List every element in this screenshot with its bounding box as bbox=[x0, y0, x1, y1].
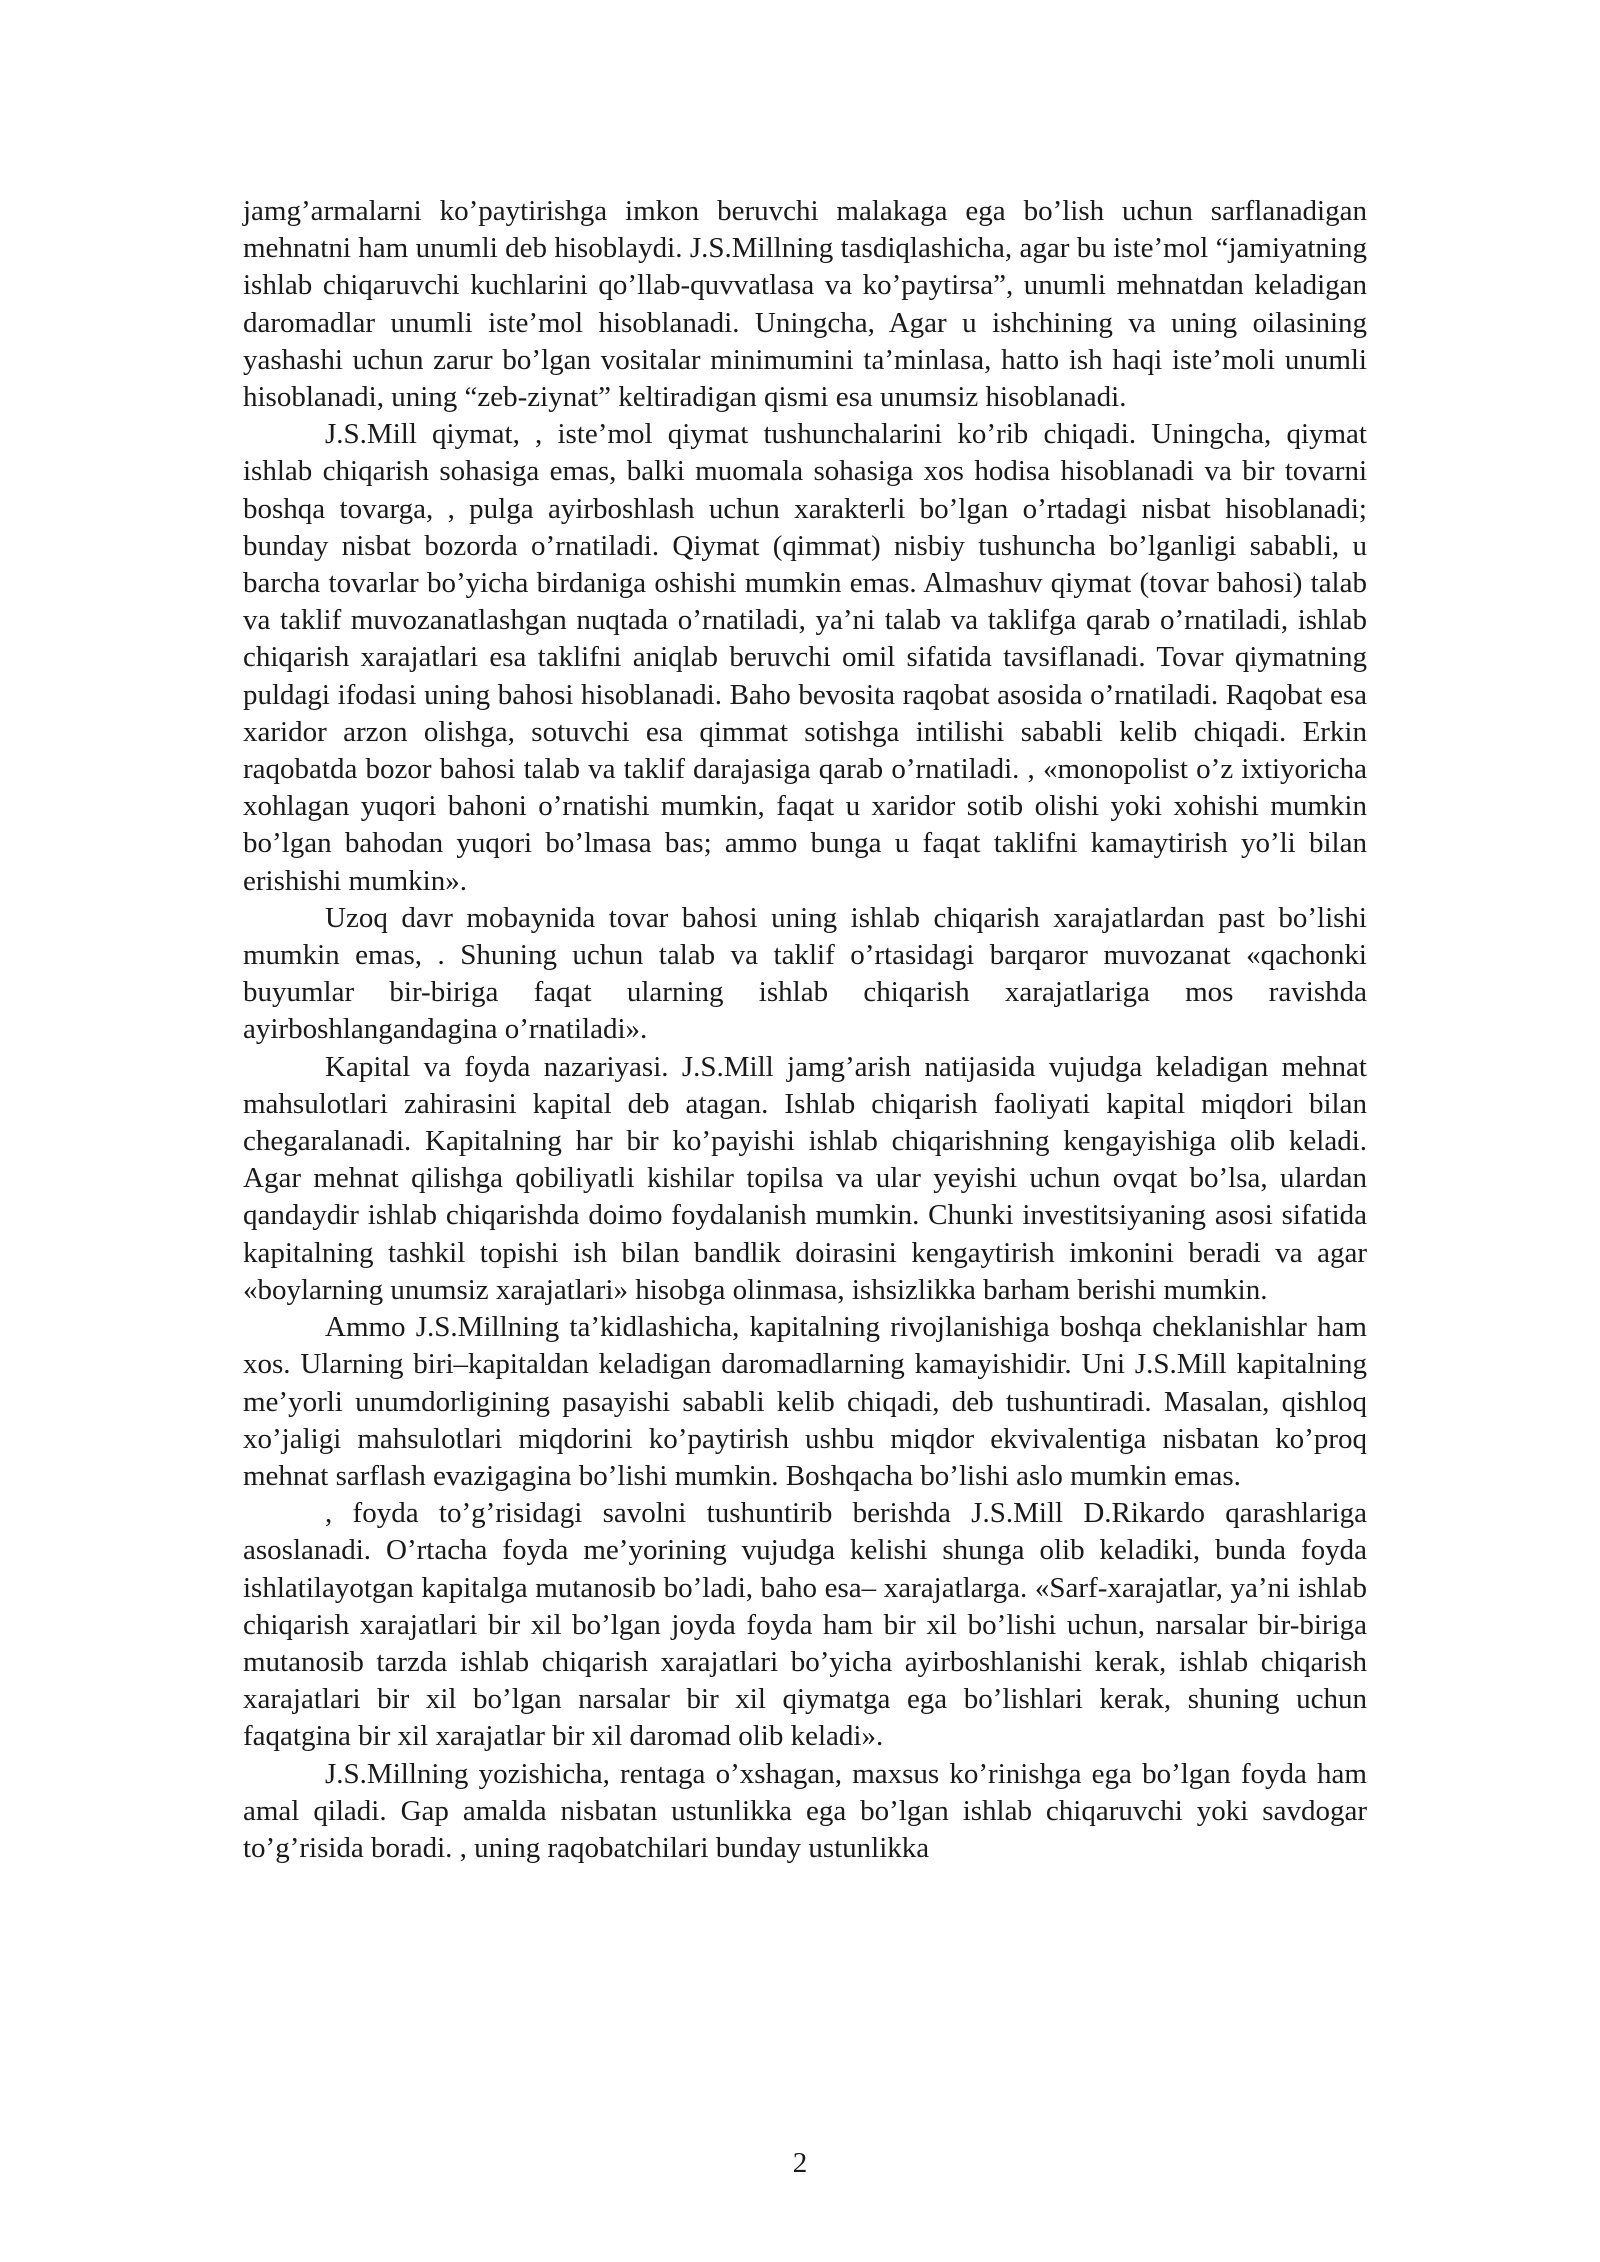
paragraph-1: jamg’armalarni ko’paytirishga imkon beruvchi malakaga ega bo’lish uchun sarflanadigan mehnatni ham unumli deb hisoblaydi. J.S.Millning tasdiqlashicha, agar bu iste’mol “jamiyatning ishlab chiqaruvchi kuchlarini qo’llab-quvvatlasa va ko’paytirsa”, unumli mehnatdan keladigan daromadlar unumli iste’mol hisoblanadi. Uningcha, Agar u ishchining va uning oilasining yashashi uchun zarur bo’lgan vositalar minimumini ta’minlasa, hatto ish haqi iste’moli unumli hisoblanadi, uning “zeb-ziynat” keltiradigan qismi esa unumsiz hisoblanadi. bbox=[243, 195, 1367, 414]
page-number: 2 bbox=[792, 2147, 808, 2179]
paragraph-3: Uzoq davr mobaynida tovar bahosi uning ishlab chiqarish xarajatlardan past bo’lishi mumkin emas, . Shuning uchun talab va taklif o’rtasidagi barqaror muvozanat «qachonki buyumlar bir-biriga faqat ularning ishlab chiqarish xarajatlariga mos ravishda ayirboshlangandagina o’rnatiladi». bbox=[243, 901, 1367, 1046]
paragraph-7: J.S.Millning yozishicha, rentaga o’xshagan, maxsus ko’rinishga ega bo’lgan foyda ham amal qiladi. Gap amalda nisbatan ustunlikka ega bo’lgan ishlab chiqaruvchi yoki savdogar to’g’risida boradi. , uning raqobatchilari bunday ustunlikka bbox=[243, 1757, 1367, 1864]
paragraph-4: Kapital va foyda nazariyasi. J.S.Mill jamg’arish natijasida vujudga keladigan mehnat mahsulotlari zahirasini kapital deb atagan. Ishlab chiqarish faoliyati kapital miqdori bilan chegaralanadi. Kapitalning har bir ko’payishi ishlab chiqarishning kengayishiga olib keladi. Agar mehnat qilishga qobiliyatli kishilar topilsa va ular yeyishi uchun ovqat bo’lsa, ulardan qandaydir ishlab chiqarishda doimo foydalanish mumkin. Chunki investitsiyaning asosi sifatida kapitalning tashkil topishi ish bilan bandlik doirasini kengaytirish imkonini beradi va agar «boylarning unumsiz xarajatlari» hisobga olinmasa, ishsizlikka barham berishi mumkin. bbox=[243, 1050, 1367, 1306]
paragraph-2: J.S.Mill qiymat, , iste’mol qiymat tushunchalarini ko’rib chiqadi. Uningcha, qiymat ishlab chiqarish sohasiga emas, balki muomala sohasiga xos hodisa hisoblanadi va bir tovarni boshqa tovarga, , pulga ayirboshlash uchun xarakterli bo’lgan o’rtadagi nisbat hisoblanadi; bunday nisbat bozorda o’rnatiladi. Qiymat (qimmat) nisbiy tushuncha bo’lganligi sababli, u barcha tovarlar bo’yicha birdaniga oshishi mumkin emas. Almashuv qiymat (tovar bahosi) talab va taklif muvozanatlashgan nuqtada o’rnatiladi, ya’ni talab va taklifga qarab o’rnatiladi, ishlab chiqarish xarajatlari esa taklifni aniqlab beruvchi omil sifatida tavsiflanadi. Tovar qiymatning puldagi ifodasi uning bahosi hisoblanadi. Baho bevosita raqobat asosida o’rnatiladi. Raqobat esa xaridor arzon olishga, sotuvchi esa qimmat sotishga intilishi sababli kelib chiqadi. Erkin raqobatda bozor bahosi talab va taklif darajasiga qarab o’rnatiladi. , «monopolist o’z ixtiyoricha xohlagan yuqori bahoni o’rnatishi mumkin, faqat u xaridor sotib olishi yoki xohishi mumkin bo’lgan bahodan yuqori bo’lmasa bas; ammo bunga u faqat taklifni kamaytirish yo’li bilan erishishi mumkin». bbox=[243, 418, 1367, 897]
paragraph-6: , foyda to’g’risidagi savolni tushuntirib berishda J.S.Mill D.Rikardo qarashlariga asoslanadi. O’rtacha foyda me’yorining vujudga kelishi shunga olib keladiki, bunda foyda ishlatilayotgan kapitalga mutanosib bo’ladi, baho esa– xarajatlarga. «Sarf-xarajatlar, ya’ni ishlab chiqarish xarajatlari bir xil bo’lgan joyda foyda ham bir xil bo’lishi uchun, narsalar bir-biriga mutanosib tarzda ishlab chiqarish xarajatlari bo’yicha ayirboshlanishi kerak, ishlab chiqarish xarajatlari bir xil bo’lgan narsalar bir xil qiymatga ega bo’lishlari kerak, shuning uchun faqatgina bir xil xarajatlar bir xil daromad olib keladi». bbox=[243, 1497, 1367, 1753]
paragraph-5: Ammo J.S.Millning ta’kidlashicha, kapitalning rivojlanishiga boshqa cheklanishlar ham xos. Ularning biri–kapitaldan keladigan daromadlarning kamayishidir. Uni J.S.Mill kapitalning me’yorli unumdorligining pasayishi sababli kelib chiqadi, deb tushuntiradi. Masalan, qishloq xo’jaligi mahsulotlari miqdorini ko’paytirish ushbu miqdor ekvivalentiga nisbatan ko’proq mehnat sarflash evazigagina bo’lishi mumkin. Boshqacha bo’lishi aslo mumkin emas. bbox=[243, 1311, 1367, 1492]
body-text bbox=[243, 193, 1367, 1867]
